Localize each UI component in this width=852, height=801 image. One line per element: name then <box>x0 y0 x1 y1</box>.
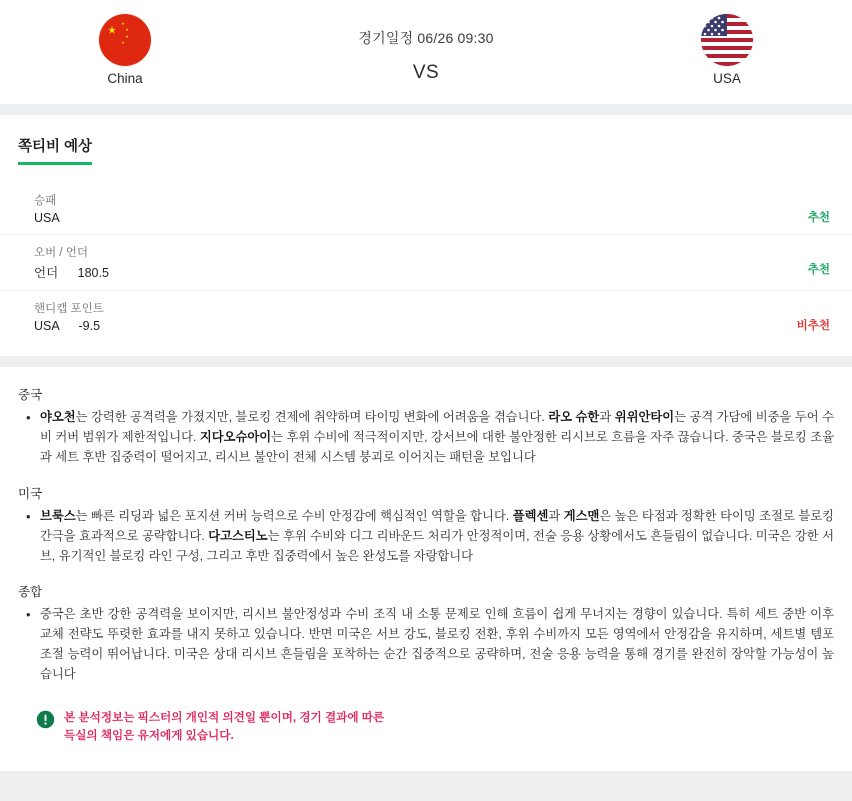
prediction-pick: USA <box>34 319 60 333</box>
prediction-label: 승패 <box>34 195 57 207</box>
analysis-block-home <box>18 385 834 468</box>
prediction-label: 오버 / 언더 <box>34 247 89 259</box>
prediction-row-left <box>34 300 104 333</box>
warning-exclamation-icon <box>36 710 55 729</box>
disclaimer-line-1: 본 분석정보는 픽스터의 개인적 의견일 뿐이며, 경기 결과에 따른 <box>64 711 385 725</box>
prediction-number: 180.5 <box>77 266 109 280</box>
analysis-heading: 미국 <box>18 486 43 501</box>
analysis-text: • 중국은 초반 강한 공격력을 보이지만, 리시브 불안정성과 수비 조직 내 소통 문제로 인해 흐름이 쉽게 무너지는 경향이 있습니다. 특히 세트 중반 이후 교체 전략도 뚜렷한 효과를 내지 못하고 있습니다. 반면 미국은 서브 강도, 블로킹 전환, 후위 수비까지 모든 영역에서 안정감을 유지하며, 세트별 템포 조절 능력이 뛰어납니다. 미국은 상대 리시브 흔들림을 포착하는 순간 집중적으로 공략하며, 전술 응용 능력을 통해 경기를 완전히 장악할 가능성이 높습니다 <box>18 605 834 685</box>
disclaimer-text <box>64 709 384 745</box>
analysis-block-summary <box>18 582 834 685</box>
status-badge: 비추천 <box>796 320 830 332</box>
prediction-list <box>0 183 852 342</box>
away-team[interactable] <box>602 14 852 86</box>
prediction-row[interactable] <box>0 183 852 235</box>
status-badge: 추천 <box>807 212 830 224</box>
prediction-value <box>34 263 109 281</box>
home-team[interactable] <box>0 14 250 86</box>
status-badge: 추천 <box>807 264 830 276</box>
analysis-heading: 종합 <box>18 585 43 600</box>
match-header-card <box>0 0 852 104</box>
flag-usa-icon <box>701 14 753 66</box>
disclaimer-line-2: 득실의 책임은 유저에게 있습니다. <box>64 729 234 743</box>
analysis-heading: 중국 <box>18 388 43 402</box>
prediction-pick: USA <box>34 211 60 225</box>
home-team-name: China <box>107 71 143 86</box>
prediction-number: -9.5 <box>78 319 101 333</box>
prediction-value <box>34 211 76 225</box>
analysis-block-away <box>18 484 834 567</box>
analysis-text: • 야오천는 강력한 공격력을 가졌지만, 블로킹 견제에 취약하며 타이밍 변화에 어려움을 겪습니다. 라오 슈한과 위위안타이는 공격 가담에 비중을 두어 수비 커버 범위가 제한적입니다. 지다오슈아이는 후위 수비에 적극적이지만, 강서브에 대한 불안정한 리시브로 흐름을 자주 끊습니다. 중국은 블로킹 조율과 세트 후반 집중력이 떨어지고, 리시브 불안이 전체 시스템 붕괴로 이어지는 패턴을 보입니다 <box>18 408 834 468</box>
prediction-row[interactable] <box>0 235 852 291</box>
prediction-row[interactable] <box>0 291 852 342</box>
prediction-row-left <box>34 192 76 225</box>
prediction-row-left <box>34 244 109 281</box>
prediction-title-wrap <box>0 135 852 165</box>
prediction-label: 핸디캡 포인트 <box>34 303 104 315</box>
prediction-card <box>0 115 852 356</box>
flag-china-icon <box>99 14 151 66</box>
prediction-title: 쪽티비 예상 <box>18 135 92 165</box>
prediction-value <box>34 319 104 333</box>
away-team-name: USA <box>713 71 741 86</box>
prediction-pick: 언더 <box>34 266 59 280</box>
match-info <box>250 14 602 84</box>
disclaimer <box>18 701 834 761</box>
analysis-text: • 브룩스는 빠른 리딩과 넓은 포지션 커버 능력으로 수비 안정감에 핵심적인 역할을 합니다. 플렉센과 게스맨은 높은 타점과 정확한 타이밍 조절로 블로킹 간극을 효과적으로 공략합니다. 다고스티노는 후위 수비와 디그 리바운드 처리가 안정적이며, 전술 응용 상황에서도 흔들림이 없습니다. 미국은 강한 서브, 유기적인 블로킹 라인 구성, 그리고 후반 집중력에서 높은 완성도를 자랑합니다 <box>18 507 834 567</box>
analysis-card <box>0 367 852 771</box>
match-datetime: 경기일정 06/26 09:30 <box>358 30 494 46</box>
vs-label: VS <box>412 62 440 83</box>
